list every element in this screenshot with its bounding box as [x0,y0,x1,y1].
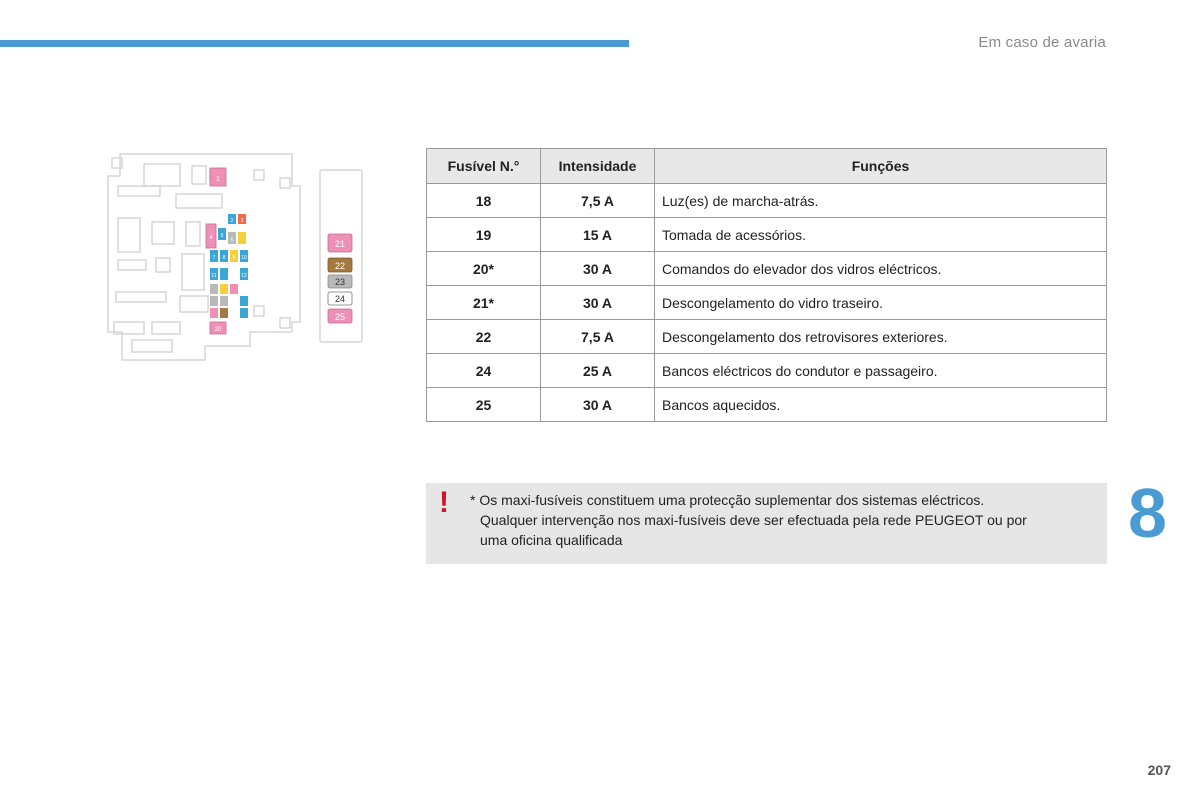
table-row [427,218,1107,252]
function-cell: Descongelamento do vidro traseiro. [655,286,1107,320]
fuse-blue-c [240,296,248,306]
fuse-9-label: 9 [232,255,236,261]
fuse-table [426,148,1107,422]
fuse-gray-c [220,296,228,306]
fuse-8-label: 8 [222,255,226,261]
fuse-pink-c [210,308,218,318]
fuse-box-illustration [100,146,370,368]
fuse-5-label: 5 [220,233,224,239]
header-functions: Funções [655,149,1107,184]
page-number: 207 [1147,762,1171,778]
fuse-10-label: 10 [241,255,247,261]
function-cell: Comandos do elevador dos vidros eléctricos. [655,252,1107,286]
table-row [427,252,1107,286]
fuse-number-cell: 20* [427,252,541,286]
function-cell: Bancos aquecidos. [655,388,1107,422]
fuse-gray-b [210,296,218,306]
fuse-12-label: 12 [241,273,247,279]
fuse-blue-d [240,308,248,318]
table-row [427,320,1107,354]
fuse-21-label: 21 [334,239,346,249]
intensity-cell: 7,5 A [541,184,655,218]
fuse-box-diagram [100,146,370,368]
warning-icon: ! [439,486,449,519]
fuse-number-cell: 25 [427,388,541,422]
header-fuse-number: Fusível N.° [427,149,541,184]
fuse-number-cell: 24 [427,354,541,388]
fuse-11-label: 11 [211,273,217,279]
intensity-cell: 25 A [541,354,655,388]
header-intensity: Intensidade [541,149,655,184]
function-cell: Luz(es) de marcha-atrás. [655,184,1107,218]
fuse-brown-a [220,308,228,318]
fuse-4-label: 4 [209,235,213,241]
fuse-number-cell: 18 [427,184,541,218]
intensity-cell: 30 A [541,286,655,320]
fuse-24-label: 24 [334,294,346,304]
function-cell: Bancos eléctricos do condutor e passageiro. [655,354,1107,388]
fuse-pink-b [230,284,238,294]
fuse-25-label: 25 [334,312,346,322]
fuse-3-label: 3 [240,218,244,224]
fuse-7-label: 7 [212,255,216,261]
fuse-1-label: 1 [216,176,220,183]
fuse-number-cell: 22 [427,320,541,354]
fuse-number-cell: 19 [427,218,541,252]
warning-note-text [470,490,1090,550]
intensity-cell: 30 A [541,388,655,422]
fuse-yellow-b [220,284,228,294]
warning-line-2: Qualquer intervenção nos maxi-fusíveis deve ser efectuada pela rede PEUGEOT ou por [480,512,1027,528]
fuse-20-label: 20 [214,327,222,333]
fuse-23-label: 23 [334,277,346,287]
table-row [427,354,1107,388]
fuse-yellow-a [238,232,246,244]
warning-note-box [426,483,1107,564]
fuse-gray-a [210,284,218,294]
fuse-22-label: 22 [334,261,346,271]
intensity-cell: 7,5 A [541,320,655,354]
top-accent-bar [0,40,629,47]
table-header-row [427,149,1107,184]
function-cell: Descongelamento dos retrovisores exteriores. [655,320,1107,354]
fuse-blue-b [220,268,228,280]
intensity-cell: 15 A [541,218,655,252]
intensity-cell: 30 A [541,252,655,286]
fuse-6-label: 6 [230,237,234,243]
warning-line-3: uma oficina qualificada [480,532,623,548]
table-row [427,286,1107,320]
fuse-number-cell: 21* [427,286,541,320]
chapter-number: 8 [1128,474,1167,552]
fuse-2-label: 2 [230,218,234,224]
table-row [427,184,1107,218]
section-title: Em caso de avaria [978,34,1106,51]
function-cell: Tomada de acessórios. [655,218,1107,252]
warning-line-1: * Os maxi-fusíveis constituem uma protecção suplementar dos sistemas eléctricos. [470,492,985,508]
table-row [427,388,1107,422]
